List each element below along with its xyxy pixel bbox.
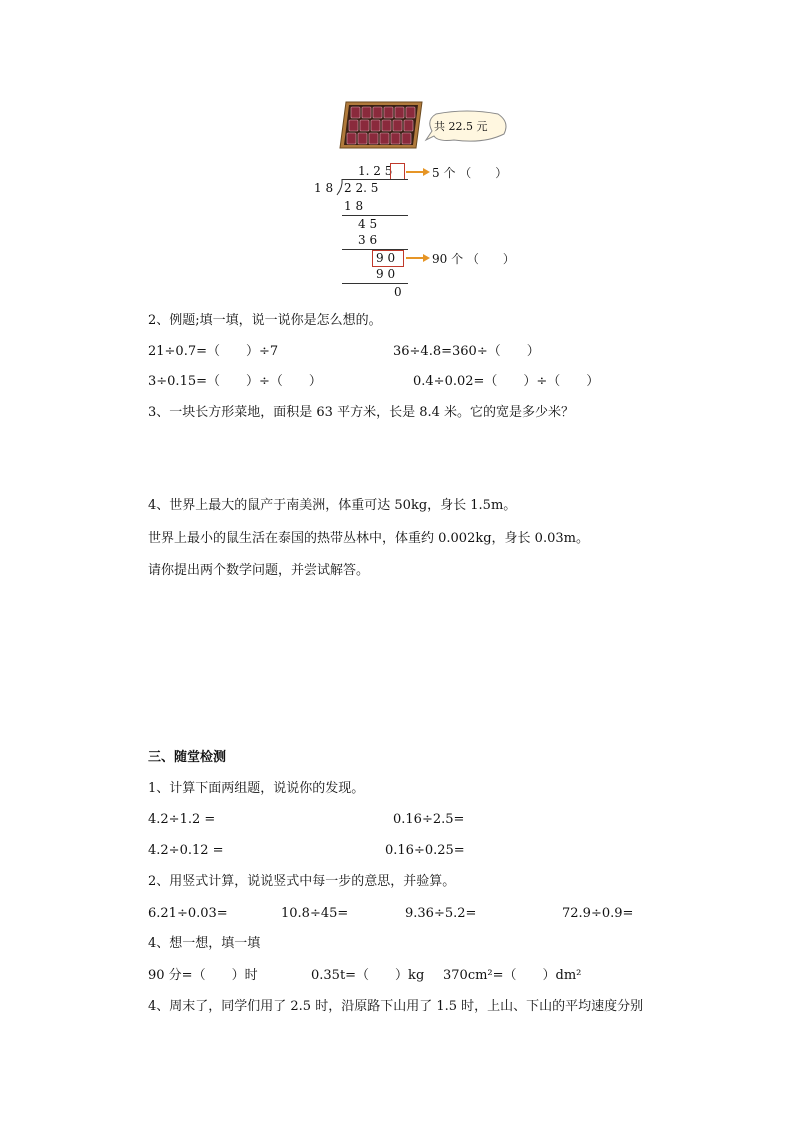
rule-1 [342,215,408,216]
s2-b: 10.8÷45= [281,906,349,921]
q2-d: 0.4÷0.02=（ ）÷（ ） [413,374,600,389]
bubble-text: 共 22.5 元 [434,120,488,133]
step-6: 0 [394,285,402,299]
highlight-box-5 [390,163,405,180]
highlight-box-90 [372,250,404,267]
q3: 3、一块长方形菜地，面积是 63 平方米，长是 8.4 米。它的宽是多少米？ [148,405,575,420]
division-bracket [336,178,344,196]
s4-a: 90 分=（ ）时 [148,968,258,983]
quotient: 1. 2 5 [358,164,393,178]
step-5: 9 0 [376,267,396,281]
q2-title: 2、例题;填一填，说一说你是怎么想的。 [148,313,382,328]
long-division-figure [300,100,530,300]
divisor: 1 8 [314,181,334,195]
s1-b: 0.16÷2.5= [393,812,465,827]
arrow-top [406,171,424,173]
item-box-image [336,100,426,150]
s1-title: 1、计算下面两组题，说说你的发现。 [148,781,365,796]
q4-c: 请你提出两个数学问题，并尝试解答。 [148,563,370,578]
q2-b: 36÷4.8=360÷（ ） [393,344,540,359]
s4-b: 0.35t=（ ）kg [311,968,425,983]
s4-title: 4、想一想，填一填 [148,936,261,951]
rule-3 [342,283,408,284]
q2-a: 21÷0.7=（ ）÷7 [148,344,279,359]
arrowhead-bottom [423,254,430,262]
s2-a: 6.21÷0.03= [148,906,228,921]
s2-d: 72.9÷0.9= [562,906,634,921]
dividend: 2 2. 5 [344,181,379,195]
step-1: 1 8 [344,199,364,213]
arrowhead-top [423,168,430,176]
quotient-rule [342,179,408,180]
s2-title: 2、用竖式计算，说说竖式中每一步的意思，并验算。 [148,874,456,889]
s1-a: 4.2÷1.2 = [148,812,216,827]
q4-b: 世界上最小的鼠生活在泰国的热带丛林中，体重约 0.002kg，身长 0.03m。 [148,531,589,546]
q4-a: 4、世界上最大的鼠产于南美洲，体重可达 50kg，身长 1.5m。 [148,498,517,513]
s4-c: 370cm²=（ ）dm² [443,968,582,983]
note-bottom: 90 个 （ ） [432,252,515,266]
s1-c: 4.2÷0.12 = [148,843,224,858]
arrow-bottom [406,257,424,259]
step-3: 3 6 [358,233,378,247]
s1-d: 0.16÷0.25= [385,843,465,858]
note-top: 5 个 （ ） [432,166,508,180]
step-2: 4 5 [358,217,378,231]
section-3-heading: 三、随堂检测 [148,750,227,765]
step-4: 9 0 [376,251,396,265]
q2-c: 3÷0.15=（ ）÷（ ） [148,374,322,389]
s2-c: 9.36÷5.2= [405,906,477,921]
s5: 4、周末了，同学们用了 2.5 时，沿原路下山用了 1.5 时，上山、下山的平均速度分别 [148,999,644,1014]
